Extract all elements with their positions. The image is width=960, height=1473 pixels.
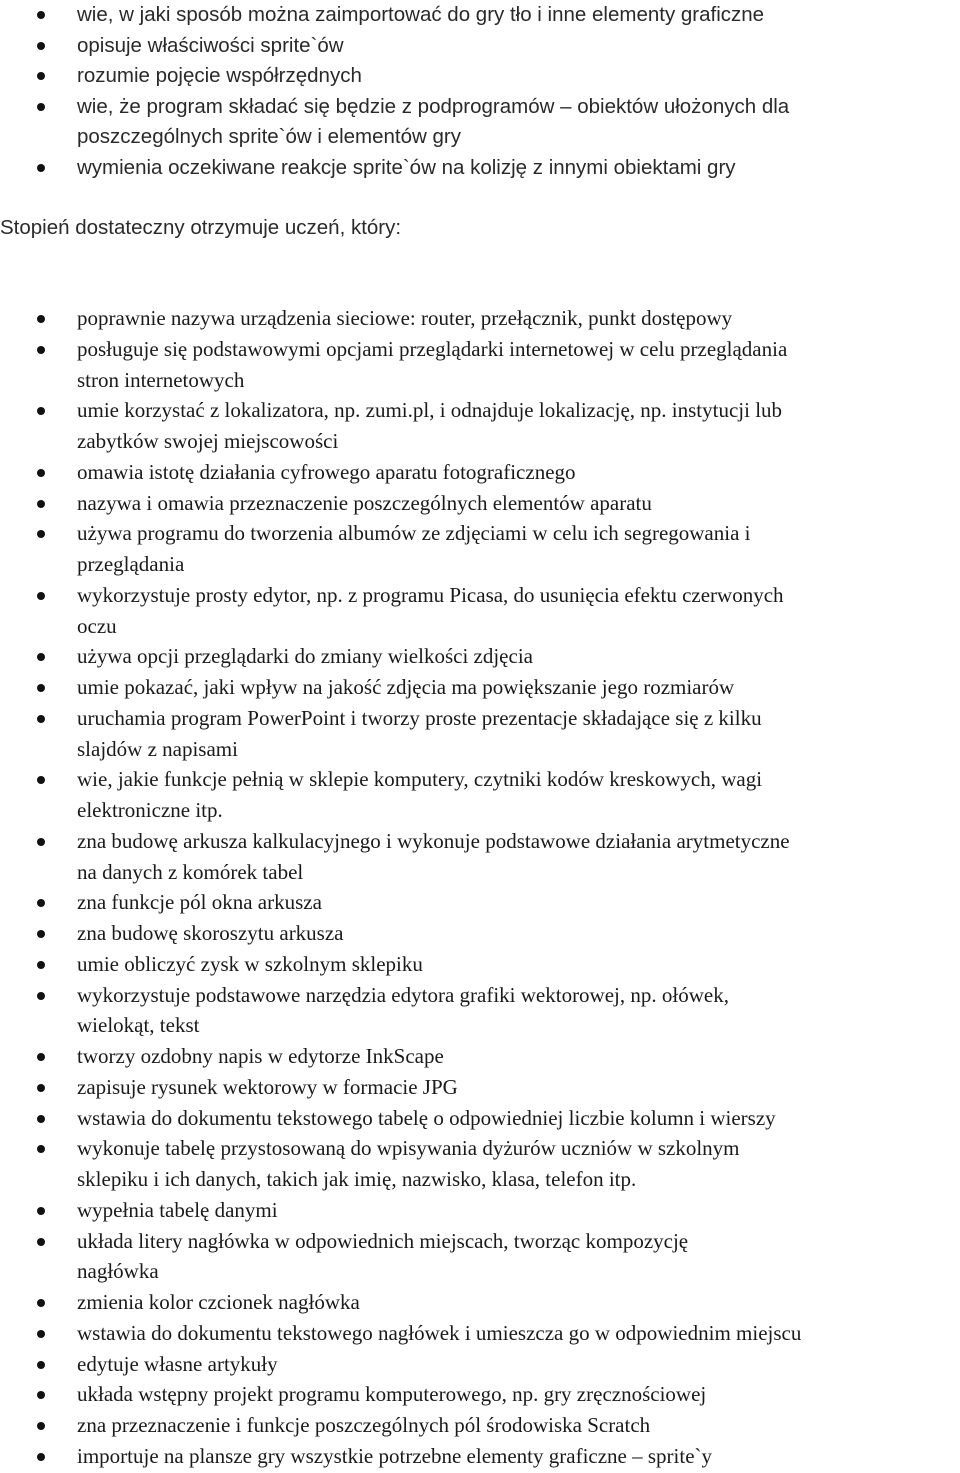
bullet-icon <box>37 500 45 508</box>
bullet-icon <box>37 42 45 50</box>
bullet-icon <box>37 407 45 415</box>
list-item <box>0 703 960 765</box>
bullet-icon <box>37 653 45 661</box>
bullet-icon <box>37 1053 45 1061</box>
bullet-icon <box>37 684 45 692</box>
list-item <box>0 918 960 949</box>
list-item-text: umie obliczyć zysk w szkolnym sklepiku <box>77 951 423 976</box>
list-item <box>0 949 960 980</box>
bullet-icon <box>37 992 45 1000</box>
bullet-icon <box>37 1330 45 1338</box>
list-item <box>0 980 960 1042</box>
list-item <box>0 488 960 519</box>
list-item-text: importuje na plansze gry wszystkie potrzebne elementy graficzne – sprite`y <box>77 1443 713 1468</box>
list-item <box>0 1287 960 1318</box>
list-item-text: omawia istotę działania cyfrowego aparatu fotograficznego <box>77 459 576 484</box>
list-item-text: wie, jakie funkcje pełnią w sklepie komputery, czytniki kodów kreskowych, wagi elektroniczne itp. <box>77 767 763 822</box>
bullet-icon <box>37 1238 45 1246</box>
list-item <box>0 1379 960 1410</box>
bullet-icon <box>37 1299 45 1307</box>
list-item <box>0 1072 960 1103</box>
section-heading: Stopień dostateczny otrzymuje uczeń, który: <box>0 216 402 239</box>
list-item <box>0 518 960 580</box>
list-item-text: zapisuje rysunek wektorowy w formacie JPG <box>77 1074 458 1099</box>
list-item <box>0 31 960 62</box>
main-bullet-list <box>0 303 960 1472</box>
list-item <box>0 1226 960 1288</box>
list-item-text: uruchamia program PowerPoint i tworzy proste prezentacje składające się z kilku slajdów z napisami <box>77 705 762 761</box>
list-item-text: posługuje się podstawowymi opcjami przeglądarki internetowej w celu przeglądania stron internetowych <box>77 336 788 392</box>
list-item <box>0 1441 960 1472</box>
list-item-text: używa opcji przeglądarki do zmiany wielkości zdjęcia <box>77 644 533 669</box>
list-item <box>0 1103 960 1134</box>
list-item-text: rozumie pojęcie współrzędnych <box>77 64 362 87</box>
list-item <box>0 580 960 642</box>
list-item <box>0 395 960 457</box>
list-item-text: wie, w jaki sposób można zaimportować do gry tło i inne elementy graficzne <box>77 3 765 26</box>
bullet-icon <box>37 315 45 323</box>
bullet-icon <box>37 961 45 969</box>
bullet-icon <box>37 1115 45 1123</box>
list-item <box>0 1133 960 1195</box>
list-item-text: wstawia do dokumentu tekstowego tabelę o odpowiedniej liczbie kolumn i wierszy <box>77 1105 776 1130</box>
list-item-text: wykorzystuje podstawowe narzędzia edytora grafiki wektorowej, np. ołówek, wielokąt, tekst <box>77 982 729 1038</box>
bullet-icon <box>37 592 45 600</box>
list-item <box>0 303 960 334</box>
bullet-icon <box>37 899 45 907</box>
list-item-text: zna budowę arkusza kalkulacyjnego i wykonuje podstawowe działania arytmetyczne na danych z komórek tabel <box>77 828 790 884</box>
bullet-icon <box>37 164 45 172</box>
list-item-text: poprawnie nazywa urządzenia sieciowe: router, przełącznik, punkt dostępowy <box>77 306 733 330</box>
bullet-icon <box>37 530 45 538</box>
list-item-text: zna przeznaczenie i funkcje poszczególnych pól środowiska Scratch <box>77 1413 651 1437</box>
list-item-text: tworzy ozdobny napis w edytorze InkScape <box>77 1044 444 1068</box>
list-item-text: wie, że program składać się będzie z podprogramów – obiektów ułożonych dla poszczególnych sprite`ów i elementów gry <box>77 94 790 148</box>
bullet-icon <box>37 103 45 111</box>
bullet-icon <box>37 11 45 19</box>
list-item-text: używa programu do tworzenia albumów ze zdjęciami w celu ich segregowania i przeglądania <box>77 521 751 576</box>
bullet-icon <box>37 1422 45 1430</box>
list-item <box>0 334 960 396</box>
list-item-text: edytuje własne artykuły <box>77 1351 278 1376</box>
bullet-icon <box>37 1145 45 1153</box>
list-item <box>0 61 960 92</box>
list-item <box>0 0 960 31</box>
list-item-text: wykorzystuje prosty edytor, np. z programu Picasa, do usunięcia efektu czerwonych oczu <box>77 582 784 638</box>
list-item <box>0 92 960 153</box>
list-item <box>0 887 960 918</box>
list-item <box>0 672 960 703</box>
bullet-icon <box>37 72 45 80</box>
list-item <box>0 1318 960 1349</box>
list-item <box>0 1410 960 1441</box>
list-item-text: wykonuje tabelę przystosowaną do wpisywania dyżurów uczniów w szkolnym sklepiku i ich danych, takich jak imię, nazwisko, klasa, telefon itp. <box>77 1136 740 1191</box>
bullet-icon <box>37 346 45 354</box>
list-item-text: umie korzystać z lokalizatora, np. zumi.pl, i odnajduje lokalizację, np. instytucji lub zabytków swojej miejscowości <box>77 398 783 453</box>
list-item-text: nazywa i omawia przeznaczenie poszczególnych elementów aparatu <box>77 490 652 515</box>
list-item <box>0 826 960 888</box>
bullet-icon <box>37 469 45 477</box>
list-item-text: układa wstępny projekt programu komputerowego, np. gry zręcznościowej <box>77 1382 707 1407</box>
list-item <box>0 1195 960 1226</box>
list-item-text: zna funkcje pól okna arkusza <box>77 890 322 915</box>
bullet-icon <box>37 715 45 723</box>
list-item <box>0 641 960 672</box>
list-item-text: opisuje właściwości sprite`ów <box>77 33 344 57</box>
bullet-icon <box>37 1453 45 1461</box>
list-item-text: układa litery nagłówka w odpowiednich miejscach, tworząc kompozycję nagłówka <box>77 1228 689 1284</box>
list-item-text: wstawia do dokumentu tekstowego nagłówek i umieszcza go w odpowiednim miejscu <box>77 1320 802 1345</box>
bullet-icon <box>37 1207 45 1215</box>
bullet-icon <box>37 1361 45 1369</box>
list-item-text: wypełnia tabelę danymi <box>77 1197 278 1222</box>
bullet-icon <box>37 930 45 938</box>
list-item-text: wymienia oczekiwane reakcje sprite`ów na kolizję z innymi obiektami gry <box>77 155 736 179</box>
bullet-icon <box>37 776 45 784</box>
list-item-text: umie pokazać, jaki wpływ na jakość zdjęcia ma powiększanie jego rozmiarów <box>77 675 735 699</box>
bullet-icon <box>37 838 45 846</box>
top-bullet-list <box>0 0 960 183</box>
list-item <box>0 153 960 184</box>
list-item <box>0 764 960 826</box>
list-item-text: zna budowę skoroszytu arkusza <box>77 921 344 945</box>
bullet-icon <box>37 1391 45 1399</box>
list-item <box>0 457 960 488</box>
list-item <box>0 1349 960 1380</box>
bullet-icon <box>37 1084 45 1092</box>
list-item <box>0 1041 960 1072</box>
list-item-text: zmienia kolor czcionek nagłówka <box>77 1290 360 1314</box>
